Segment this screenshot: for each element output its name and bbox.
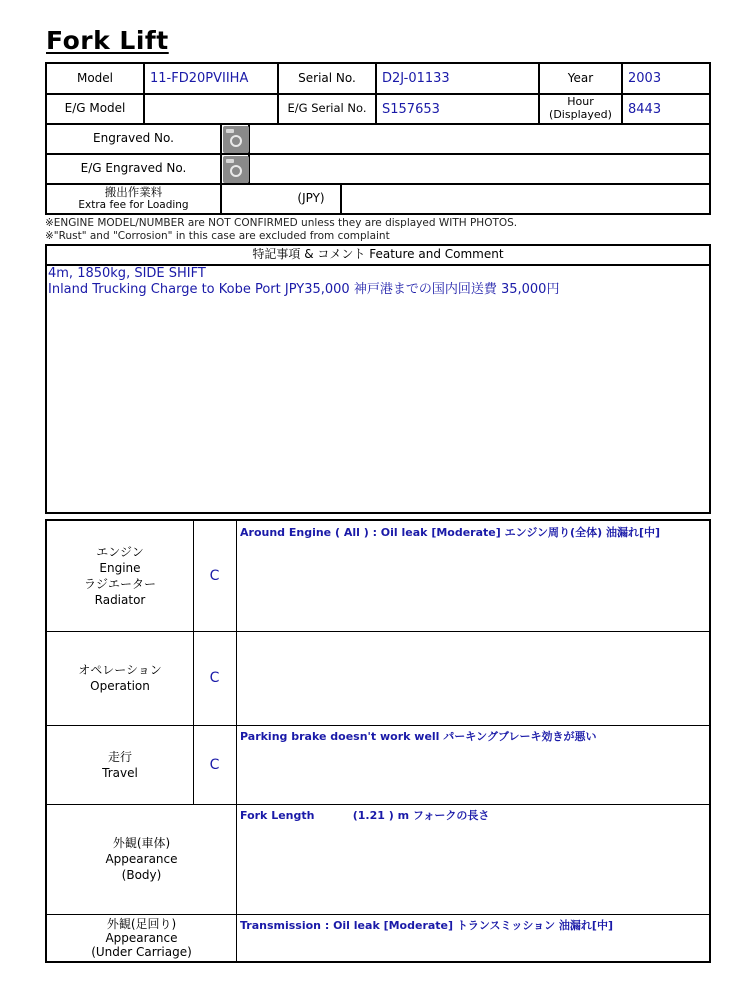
label-line: ラジエーター xyxy=(83,577,156,591)
year-value: 2003 xyxy=(628,71,662,86)
serial-label: Serial No. xyxy=(298,70,356,85)
engine-grade: C xyxy=(209,568,220,584)
hour-label xyxy=(540,95,621,123)
feature-heading: 特記事項 & コメント Feature and Comment xyxy=(252,247,504,262)
appearance-body-label xyxy=(47,804,236,914)
eg-serial-label: E/G Serial No. xyxy=(287,101,367,116)
operation-label xyxy=(47,631,193,725)
label-line: Travel xyxy=(102,765,138,780)
hour-label-line2: (Displayed) xyxy=(549,108,612,121)
travel-label xyxy=(47,725,193,804)
label-line: Appearance xyxy=(105,852,178,866)
engine-comment: Around Engine ( All ) : Oil leak [Moderate] エンジン周り(全体) 油漏れ[中] xyxy=(240,526,660,539)
engine-label xyxy=(47,521,193,631)
label-line: オペレーション xyxy=(78,663,162,677)
travel-comment: Parking brake doesn't work well パーキングブレーキ効きが悪い xyxy=(240,730,597,743)
vehicle-info-table xyxy=(45,62,711,215)
year-label: Year xyxy=(567,70,594,85)
extra-fee-label-en: Extra fee for Loading xyxy=(78,199,189,211)
label-line: Appearance xyxy=(105,930,178,945)
note-rust: ※"Rust" and "Corrosion" in this case are excluded from complaint xyxy=(45,230,390,242)
eg-serial-value: S157653 xyxy=(382,101,440,117)
eg-model-value xyxy=(145,95,277,123)
feature-comments xyxy=(48,266,559,298)
hour-label-line1: Hour xyxy=(567,95,594,109)
model-value: 11-FD20PVIIHA xyxy=(150,71,249,86)
serial-value: D2J-01133 xyxy=(382,71,450,86)
label-line: Operation xyxy=(90,679,150,693)
appearance-under-carriage-label xyxy=(47,914,236,961)
appearance-body-comment: Fork Length (1.21 ) m フォークの長さ xyxy=(240,809,490,822)
feature-line: Inland Trucking Charge to Kobe Port JPY35,000 神戸港までの国内回送費 35,000円 xyxy=(48,282,560,297)
label-line: Radiator xyxy=(94,593,146,607)
label-line: Engine xyxy=(99,561,141,575)
camera-icon[interactable] xyxy=(223,126,249,153)
operation-grade: C xyxy=(209,670,220,686)
hour-value: 8443 xyxy=(628,101,662,117)
extra-fee-label xyxy=(47,185,220,213)
label-line: エンジン xyxy=(96,545,144,559)
label-line: (Body) xyxy=(121,868,162,882)
note-engine: ※ENGINE MODEL/NUMBER are NOT CONFIRMED unless they are displayed WITH PHOTOS. xyxy=(45,217,518,229)
eg-model-label: E/G Model xyxy=(64,101,126,116)
label-line: 走行 xyxy=(107,749,132,764)
model-label: Model xyxy=(76,70,114,85)
extra-fee-label-jp: 搬出作業料 xyxy=(104,185,163,199)
currency-label: (JPY) xyxy=(297,191,325,206)
eg-engraved-label: E/G Engraved No. xyxy=(80,161,187,176)
feature-line: 4m, 1850kg, SIDE SHIFT xyxy=(48,266,206,281)
label-line: 外観(車体) xyxy=(112,836,171,850)
travel-grade: C xyxy=(209,756,220,773)
engraved-label: Engraved No. xyxy=(93,131,174,146)
camera-icon[interactable] xyxy=(223,156,249,183)
document-title: Fork Lift xyxy=(46,26,169,55)
label-line: (Under Carriage) xyxy=(91,944,192,959)
under-carriage-comment: Transmission : Oil leak [Moderate] トランスミッション 油漏れ[中] xyxy=(240,919,613,932)
label-line: 外観(足回り) xyxy=(106,916,177,931)
